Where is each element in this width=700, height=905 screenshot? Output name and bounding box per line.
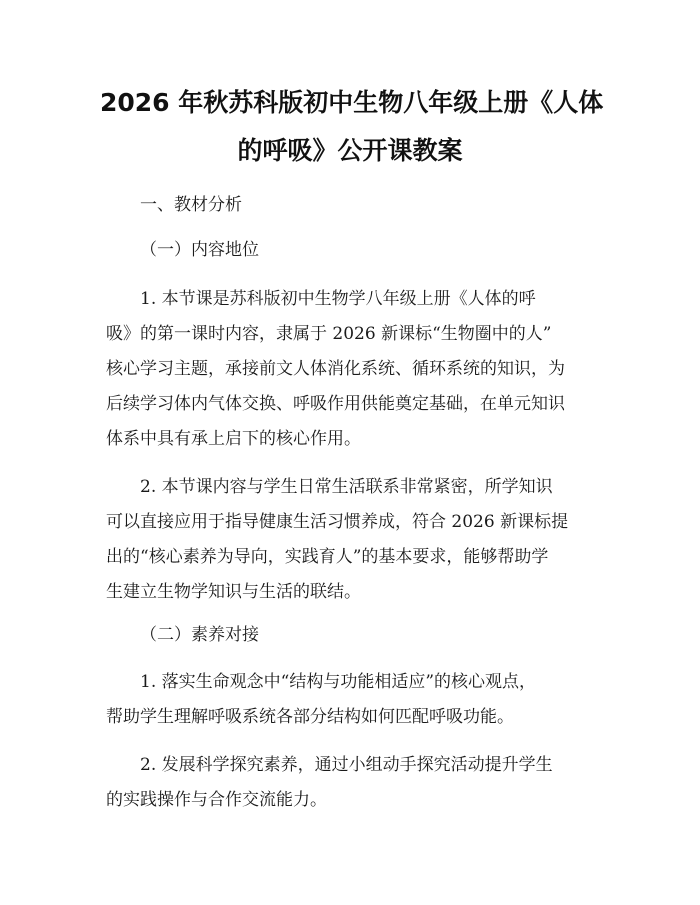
- paragraph-line: 吸》的第一课时内容，隶属于 2026 新课标“生物圈中的人”: [106, 324, 552, 344]
- paragraph-content-position-2: [106, 470, 606, 610]
- section-heading-textbook-analysis: 一、教材分析: [140, 195, 242, 215]
- paragraph-line: 后续学习体内气体交换、呼吸作用供能奠定基础，在单元知识: [106, 394, 565, 414]
- paragraph-line: 帮助学生理解呼吸系统各部分结构如何匹配呼吸功能。: [106, 707, 514, 727]
- paragraph-line: 2. 本节课内容与学生日常生活联系非常紧密，所学知识: [140, 477, 553, 497]
- paragraph-line: 出的“核心素养为导向，实践育人”的基本要求，能够帮助学: [106, 547, 549, 567]
- paragraph-literacy-2: [106, 748, 606, 818]
- paragraph-literacy-1: [106, 665, 606, 735]
- subsection-heading-content-position: （一）内容地位: [140, 240, 259, 260]
- document-title-line-1: 2026 年秋苏科版初中生物八年级上册《人体: [100, 88, 604, 117]
- document-title-line-2: 的呼吸》公开课教案: [237, 136, 463, 165]
- paragraph-line: 体系中具有承上启下的核心作用。: [106, 429, 361, 449]
- subsection-heading-literacy-alignment: （二）素养对接: [140, 625, 259, 645]
- paragraph-line: 1. 本节课是苏科版初中生物学八年级上册《人体的呼: [140, 289, 536, 309]
- paragraph-line: 核心学习主题，承接前文人体消化系统、循环系统的知识，为: [106, 359, 565, 379]
- paragraph-content-position-1: [106, 282, 606, 457]
- paragraph-line: 的实践操作与合作交流能力。: [106, 790, 327, 810]
- paragraph-line: 1. 落实生命观念中“结构与功能相适应”的核心观点，: [140, 672, 537, 692]
- paragraph-line: 生建立生物学知识与生活的联结。: [106, 582, 361, 602]
- paragraph-line: 可以直接应用于指导健康生活习惯养成，符合 2026 新课标提: [106, 512, 569, 532]
- paragraph-line: 2. 发展科学探究素养，通过小组动手探究活动提升学生: [140, 755, 553, 775]
